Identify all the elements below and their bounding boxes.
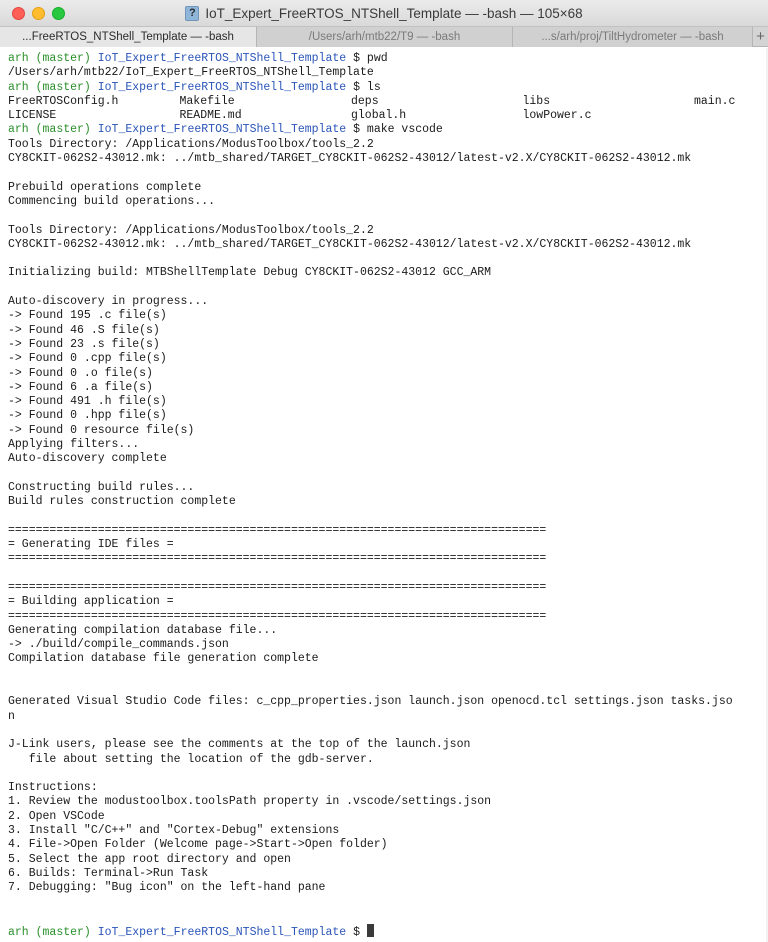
tab-label: /Users/arh/mtb22/T9 — -bash xyxy=(308,31,461,43)
plus-icon: + xyxy=(756,28,765,45)
file-entry: main.c xyxy=(694,94,736,108)
output-line: 4. File->Open Folder (Welcome page->Start->Open folder) xyxy=(8,838,388,852)
output-line: = Building application = xyxy=(8,595,174,609)
build-output xyxy=(8,138,760,924)
document-icon: ? xyxy=(185,6,199,21)
output-line xyxy=(8,510,760,524)
output-line: 5. Select the app root directory and open xyxy=(8,852,291,866)
output-line: -> ./build/compile_commands.json xyxy=(8,638,229,652)
output-line: J-Link users, please see the comments at the top of the launch.json xyxy=(8,738,471,752)
prompt-branch: (master) xyxy=(35,926,91,940)
output-line: -> Found 491 .h file(s) xyxy=(8,395,167,409)
prompt-line xyxy=(8,81,760,95)
file-entry: lowPower.c xyxy=(522,109,592,123)
prompt-directory: IoT_Expert_FreeRTOS_NTShell_Template xyxy=(97,926,347,940)
tab-label: ...s/arh/proj/TiltHydrometer — -bash xyxy=(541,31,724,43)
output-line xyxy=(8,567,760,581)
output-line: file about setting the location of the gdb-server. xyxy=(8,752,374,766)
output-line xyxy=(8,896,760,910)
command-text: ls xyxy=(366,80,381,94)
file-entry: global.h xyxy=(351,109,407,123)
terminal-output[interactable] xyxy=(0,48,768,942)
output-line xyxy=(8,681,760,695)
output-line: -> Found 6 .a file(s) xyxy=(8,380,153,394)
output-line xyxy=(8,281,760,295)
output-line: -> Found 0 .hpp file(s) xyxy=(8,409,167,423)
output-line: Auto-discovery complete xyxy=(8,452,167,466)
ls-output-row xyxy=(8,95,760,109)
output-line xyxy=(8,767,760,781)
output-line xyxy=(8,209,760,223)
output-line: Constructing build rules... xyxy=(8,480,195,494)
file-entry: FreeRTOSConfig.h xyxy=(8,94,119,108)
output-line: 7. Debugging: "Bug icon" on the left-hand pane xyxy=(8,881,326,895)
output-line: ============================================================================== xyxy=(8,580,547,594)
output-line: Compilation database file generation complete xyxy=(8,652,319,666)
output-line: -> Found 0 resource file(s) xyxy=(8,423,195,437)
tab-bar xyxy=(0,27,768,47)
prompt-branch: (master) xyxy=(35,123,91,137)
output-line xyxy=(8,467,760,481)
prompt-user: arh xyxy=(8,80,29,94)
window-title: IoT_Expert_FreeRTOS_NTShell_Template — -bash — 105×68 xyxy=(205,6,583,21)
output-line xyxy=(8,667,760,681)
output-line: 6. Builds: Terminal->Run Task xyxy=(8,866,209,880)
output-line: Commencing build operations... xyxy=(8,194,216,208)
output-line xyxy=(8,910,760,924)
output-line: 2. Open VSCode xyxy=(8,809,105,823)
output-line: = Generating IDE files = xyxy=(8,538,174,552)
output-line: ============================================================================== xyxy=(8,552,547,566)
output-line xyxy=(8,166,760,180)
output-line: /Users/arh/mtb22/IoT_Expert_FreeRTOS_NTShell_Template xyxy=(8,66,374,80)
output-line: -> Found 23 .s file(s) xyxy=(8,337,160,351)
output-line: Auto-discovery in progress... xyxy=(8,295,209,309)
prompt-directory: IoT_Expert_FreeRTOS_NTShell_Template xyxy=(97,80,347,94)
prompt-directory: IoT_Expert_FreeRTOS_NTShell_Template xyxy=(97,52,347,65)
command-text: make vscode xyxy=(366,123,443,137)
prompt-user: arh xyxy=(8,52,29,65)
output-line: Generated Visual Studio Code files: c_cpp_properties.json launch.json openocd.tcl settings.json tasks.jso xyxy=(8,695,733,709)
output-line: -> Found 0 .o file(s) xyxy=(8,366,153,380)
output-line: Generating compilation database file... xyxy=(8,623,278,637)
prompt-branch: (master) xyxy=(35,80,91,94)
file-entry: LICENSE xyxy=(8,109,57,123)
output-line: ============================================================================== xyxy=(8,523,547,537)
tab-freertos-ntshell[interactable] xyxy=(0,27,257,47)
output-line: -> Found 46 .S file(s) xyxy=(8,323,160,337)
output-line: CY8CKIT-062S2-43012.mk: ../mtb_shared/TARGET_CY8CKIT-062S2-43012/latest-v2.X/CY8CKIT-062S2-43012.mk xyxy=(8,152,692,166)
output-line: n xyxy=(8,709,15,723)
prompt-symbol: $ xyxy=(353,926,361,940)
output-line xyxy=(8,724,760,738)
window-title-group xyxy=(0,0,768,27)
output-line: Build rules construction complete xyxy=(8,495,236,509)
prompt-directory: IoT_Expert_FreeRTOS_NTShell_Template xyxy=(97,123,347,137)
output-line: -> Found 195 .c file(s) xyxy=(8,309,167,323)
tab-mtb22-t9[interactable] xyxy=(257,27,513,47)
output-line: Initializing build: MTBShellTemplate Debug CY8CKIT-062S2-43012 GCC_ARM xyxy=(8,266,492,280)
file-entry: deps xyxy=(351,94,379,108)
prompt-symbol: $ xyxy=(353,123,361,137)
output-line: CY8CKIT-062S2-43012.mk: ../mtb_shared/TARGET_CY8CKIT-062S2-43012/latest-v2.X/CY8CKIT-062S2-43012.mk xyxy=(8,237,692,251)
output-line: Applying filters... xyxy=(8,438,140,452)
prompt-line xyxy=(8,924,760,938)
window-titlebar xyxy=(0,0,768,27)
prompt-symbol: $ xyxy=(353,80,361,94)
prompt-symbol: $ xyxy=(353,52,361,65)
output-line: 3. Install "C/C++" and "Cortex-Debug" extensions xyxy=(8,824,340,838)
output-line: -> Found 0 .cpp file(s) xyxy=(8,352,167,366)
output-line: Prebuild operations complete xyxy=(8,180,202,194)
prompt-user: arh xyxy=(8,123,29,137)
output-line: ============================================================================== xyxy=(8,609,547,623)
text-cursor xyxy=(367,924,374,937)
ls-output-row xyxy=(8,109,760,123)
prompt-branch: (master) xyxy=(35,52,91,65)
new-tab-button[interactable] xyxy=(753,27,768,46)
command-text: pwd xyxy=(366,52,388,65)
output-line: 1. Review the modustoolbox.toolsPath property in .vscode/settings.json xyxy=(8,795,492,809)
output-line: Instructions: xyxy=(8,781,98,795)
tab-label: ...FreeRTOS_NTShell_Template — -bash xyxy=(22,31,234,43)
output-line: Tools Directory: /Applications/ModusToolbox/tools_2.2 xyxy=(8,223,374,237)
file-entry: libs xyxy=(522,94,551,108)
output-line: Tools Directory: /Applications/ModusToolbox/tools_2.2 xyxy=(8,137,374,151)
prompt-line xyxy=(8,52,760,66)
file-entry: README.md xyxy=(179,109,242,123)
tab-tilt-hydrometer[interactable] xyxy=(513,27,753,47)
prompt-line xyxy=(8,123,760,137)
output-line xyxy=(8,252,760,266)
prompt-user: arh xyxy=(8,926,29,940)
file-entry: Makefile xyxy=(179,94,235,108)
